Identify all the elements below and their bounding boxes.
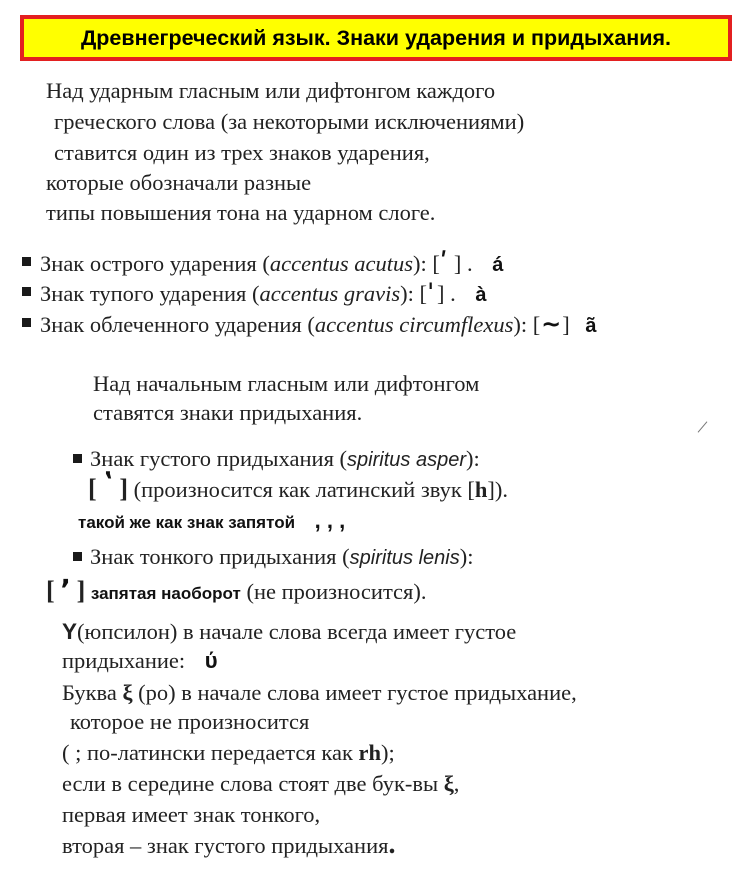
rho-rh: rh bbox=[358, 740, 381, 765]
upsilon-rule-line-1 bbox=[62, 619, 516, 645]
upsilon-example: ύ bbox=[204, 648, 218, 673]
intro-line-1: Над ударным гласным или дифтонгом каждого bbox=[46, 78, 496, 103]
double-letter: ξ bbox=[443, 771, 454, 796]
accent-gravis-latin: accentus gravis bbox=[259, 281, 401, 306]
upsilon-rule-line-2 bbox=[62, 648, 218, 674]
breathing-line-1: Над начальным гласным или дифтонгом bbox=[93, 371, 480, 396]
accent-gravis-end: ] . bbox=[437, 281, 456, 306]
accent-acutus-end: ] . bbox=[453, 251, 473, 276]
accent-gravis-close: ): [ bbox=[400, 281, 427, 306]
smooth-breathing-line bbox=[90, 544, 473, 571]
rough-breathing-latin: spiritus asper bbox=[347, 449, 466, 471]
smooth-note: запятая наоборот bbox=[90, 584, 241, 603]
page-title: Древнегреческий язык. Знаки ударения и придыхания. bbox=[80, 25, 672, 50]
title-banner bbox=[20, 15, 732, 61]
rough-note-line bbox=[78, 508, 345, 536]
grave-mark-icon: ˈ bbox=[427, 279, 435, 307]
rough-bracket-close: ] bbox=[119, 474, 128, 503]
rough-bracket-open: [ bbox=[88, 474, 97, 503]
double-text-1-pre: если в середине слова стоят две бук-вы bbox=[62, 771, 444, 796]
rho-text-3-post: ); bbox=[381, 740, 395, 765]
accent-circumflexus-latin: accentus circumflexus bbox=[314, 312, 514, 337]
accent-acutus-example: á bbox=[492, 254, 504, 276]
smooth-breathing-desc bbox=[46, 573, 427, 607]
intro-line-5: типы повышения тона на ударном слоге. bbox=[46, 200, 436, 225]
smooth-breathing-icon: ʼ bbox=[60, 573, 71, 606]
rho-rule-line-1 bbox=[62, 680, 577, 706]
rough-breathing-desc bbox=[88, 470, 509, 505]
breathing-line-2: ставятся знаки придыхания. bbox=[93, 400, 363, 425]
bullet-icon bbox=[73, 454, 82, 463]
circumflex-mark-icon: ~ bbox=[541, 310, 562, 338]
rho-letter: ξ bbox=[122, 680, 133, 705]
bullet-icon bbox=[22, 257, 31, 266]
rho-rule-line-2: которое не произносится bbox=[70, 709, 310, 734]
comma-marks: , , , bbox=[314, 508, 346, 533]
smooth-breathing-label: Знак тонкого придыхания ( bbox=[90, 544, 350, 569]
intro-line-3: ставится один из трех знаков ударения, bbox=[54, 140, 430, 165]
rho-text-3-pre: ( ; по-латински передается как bbox=[62, 740, 359, 765]
rho-pre: Буква bbox=[62, 680, 123, 705]
smooth-bracket-open: [ bbox=[46, 576, 55, 605]
smooth-bracket-close: ] bbox=[76, 576, 86, 605]
rough-sound: h bbox=[474, 477, 488, 502]
accent-acutus-label: Знак острого ударения ( bbox=[40, 251, 270, 276]
rho-rule-line-3 bbox=[62, 740, 395, 766]
rough-breathing-icon: ʽ bbox=[102, 470, 114, 505]
rough-desc-before: (произносится как латинский звук [ bbox=[128, 477, 475, 502]
double-text-1-post: , bbox=[453, 771, 460, 796]
accent-gravis-line bbox=[40, 280, 487, 308]
bullet-icon bbox=[22, 287, 31, 296]
double-rule-line-1 bbox=[62, 771, 459, 797]
double-rule-line-2: первая имеет знак тонкого, bbox=[62, 802, 321, 827]
rho-text-1: (ро) в начале слова имеет густое придыхание, bbox=[132, 680, 577, 705]
final-period: . bbox=[388, 829, 396, 860]
double-rule-line-3 bbox=[62, 829, 396, 860]
intro-line-4: которые обозначали разные bbox=[46, 170, 312, 195]
upsilon-text-1: (юпсилон) в начале слова всегда имеет густое bbox=[77, 619, 517, 644]
accent-circumflexus-label: Знак облеченного ударения ( bbox=[40, 312, 315, 337]
accent-gravis-example: à bbox=[475, 284, 487, 306]
rough-breathing-close: ): bbox=[465, 446, 480, 471]
accent-acutus-line bbox=[40, 250, 503, 278]
accent-circumflexus-example: ã bbox=[585, 315, 597, 337]
accent-circumflexus-close: ): [ bbox=[513, 312, 541, 337]
accent-circumflexus-end: ] bbox=[562, 312, 570, 337]
accent-gravis-label: Знак тупого ударения ( bbox=[40, 281, 260, 306]
double-text-3: вторая – знак густого придыхания bbox=[62, 833, 389, 858]
intro-line-2: греческого слова (за некоторыми исключениями) bbox=[54, 109, 525, 134]
smooth-breathing-latin: spiritus lenis bbox=[349, 547, 460, 569]
smooth-breathing-close: ): bbox=[459, 544, 474, 569]
rough-breathing-line bbox=[90, 446, 480, 473]
accent-acutus-close: ): [ bbox=[412, 251, 440, 276]
bullet-icon bbox=[73, 552, 82, 561]
accent-acutus-latin: accentus acutus bbox=[269, 251, 413, 276]
upsilon-letter: Υ bbox=[62, 619, 78, 644]
bullet-icon bbox=[22, 318, 31, 327]
upsilon-text-2: придыхание: bbox=[62, 648, 186, 673]
accent-circumflexus-line bbox=[40, 311, 596, 339]
acute-mark-icon: ʹ bbox=[439, 248, 448, 278]
smooth-desc: (не произносится). bbox=[240, 579, 427, 604]
stray-mark bbox=[698, 421, 708, 432]
rough-breathing-label: Знак густого придыхания ( bbox=[90, 446, 348, 471]
rough-desc-after: ]). bbox=[487, 477, 509, 502]
rough-note: такой же как знак запятой bbox=[78, 513, 296, 532]
